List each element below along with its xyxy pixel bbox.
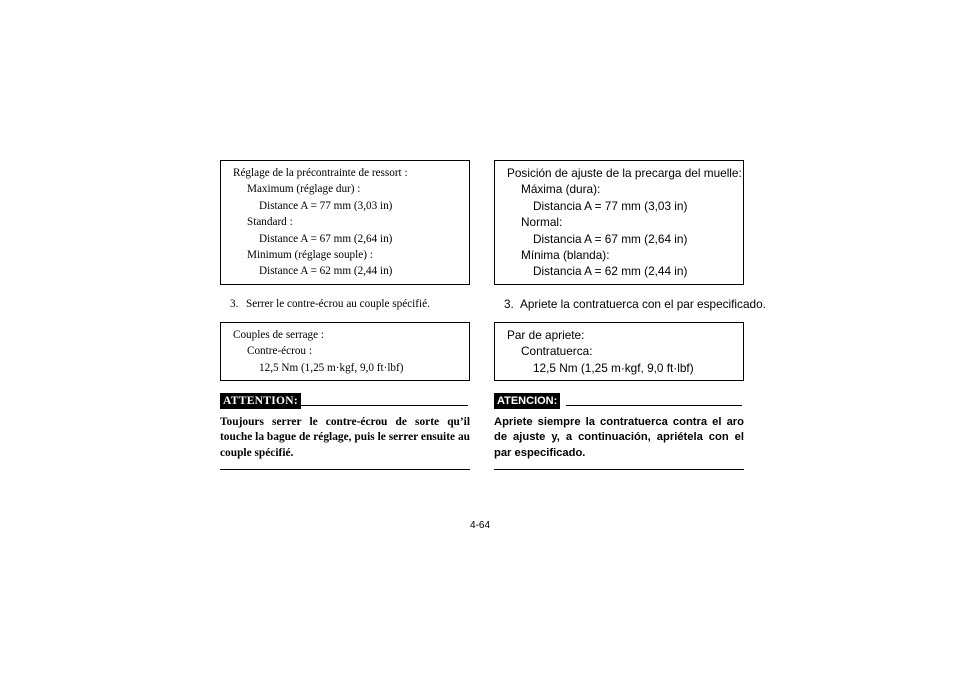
- step-3: [220, 294, 470, 314]
- step-number: 3.: [504, 296, 514, 311]
- french-column: [220, 160, 470, 470]
- spec-std-value: Distance A = 67 mm (2,64 in): [259, 232, 393, 245]
- torque-title: Par de apriete:: [507, 327, 585, 342]
- caution-text: Toujours serrer le contre-écrou de sorte qu’il touche la bague de réglage, puis le serrer ensuite au couple spécifié.: [220, 415, 470, 471]
- caution-rule: [566, 405, 742, 406]
- caution-rule: [300, 405, 468, 406]
- caution-block: [220, 393, 470, 471]
- spring-preload-spec-box: [220, 160, 470, 285]
- spec-min-label: Mínima (blanda):: [521, 247, 610, 262]
- caution-header: [494, 393, 744, 411]
- spec-max-label: Maximum (réglage dur) :: [247, 183, 361, 196]
- step-text: Apriete la contratuerca con el par especificado.: [520, 296, 766, 311]
- spec-min-value: Distancia A = 62 mm (2,44 in): [533, 264, 688, 279]
- caution-badge: ATTENTION:: [220, 393, 301, 409]
- torque-item-label: Contratuerca:: [521, 344, 593, 359]
- spec-title: Posición de ajuste de la precarga del muelle:: [507, 166, 742, 180]
- torque-title: Couples de serrage :: [233, 328, 325, 341]
- spec-std-label: Normal:: [521, 215, 563, 230]
- spring-preload-spec-box: [494, 160, 744, 285]
- torque-item-value: 12,5 Nm (1,25 m·kgf, 9,0 ft·lbf): [259, 361, 404, 374]
- caution-header: [220, 393, 470, 411]
- step-text: Serrer le contre-écrou au couple spécifié.: [246, 297, 430, 310]
- caution-badge: ATENCION:: [494, 393, 560, 409]
- spec-min-value: Distance A = 62 mm (2,44 in): [259, 265, 393, 278]
- spec-max-value: Distancia A = 77 mm (3,03 in): [533, 198, 688, 213]
- caution-block: [494, 393, 744, 471]
- torque-item-value: 12,5 Nm (1,25 m·kgf, 9,0 ft·lbf): [533, 360, 694, 375]
- page-number: 4-64: [470, 520, 491, 531]
- spec-max-label: Máxima (dura):: [521, 182, 601, 197]
- spec-min-label: Minimum (réglage souple) :: [247, 248, 373, 261]
- caution-text: Apriete siempre la contratuerca contra el aro de ajuste y, a continuación, apriétela con el par especificado.: [494, 415, 744, 471]
- spec-std-label: Standard :: [247, 216, 293, 229]
- spec-title: Réglage de la précontrainte de ressort :: [233, 167, 408, 179]
- spanish-column: [494, 160, 766, 470]
- spec-max-value: Distance A = 77 mm (3,03 in): [259, 199, 393, 212]
- spec-std-value: Distancia A = 67 mm (2,64 in): [533, 231, 688, 246]
- step-number: 3.: [230, 297, 239, 310]
- step-3: [494, 294, 766, 314]
- torque-spec-box: [494, 322, 744, 381]
- torque-spec-box: [220, 322, 470, 381]
- torque-item-label: Contre-écrou :: [247, 345, 312, 358]
